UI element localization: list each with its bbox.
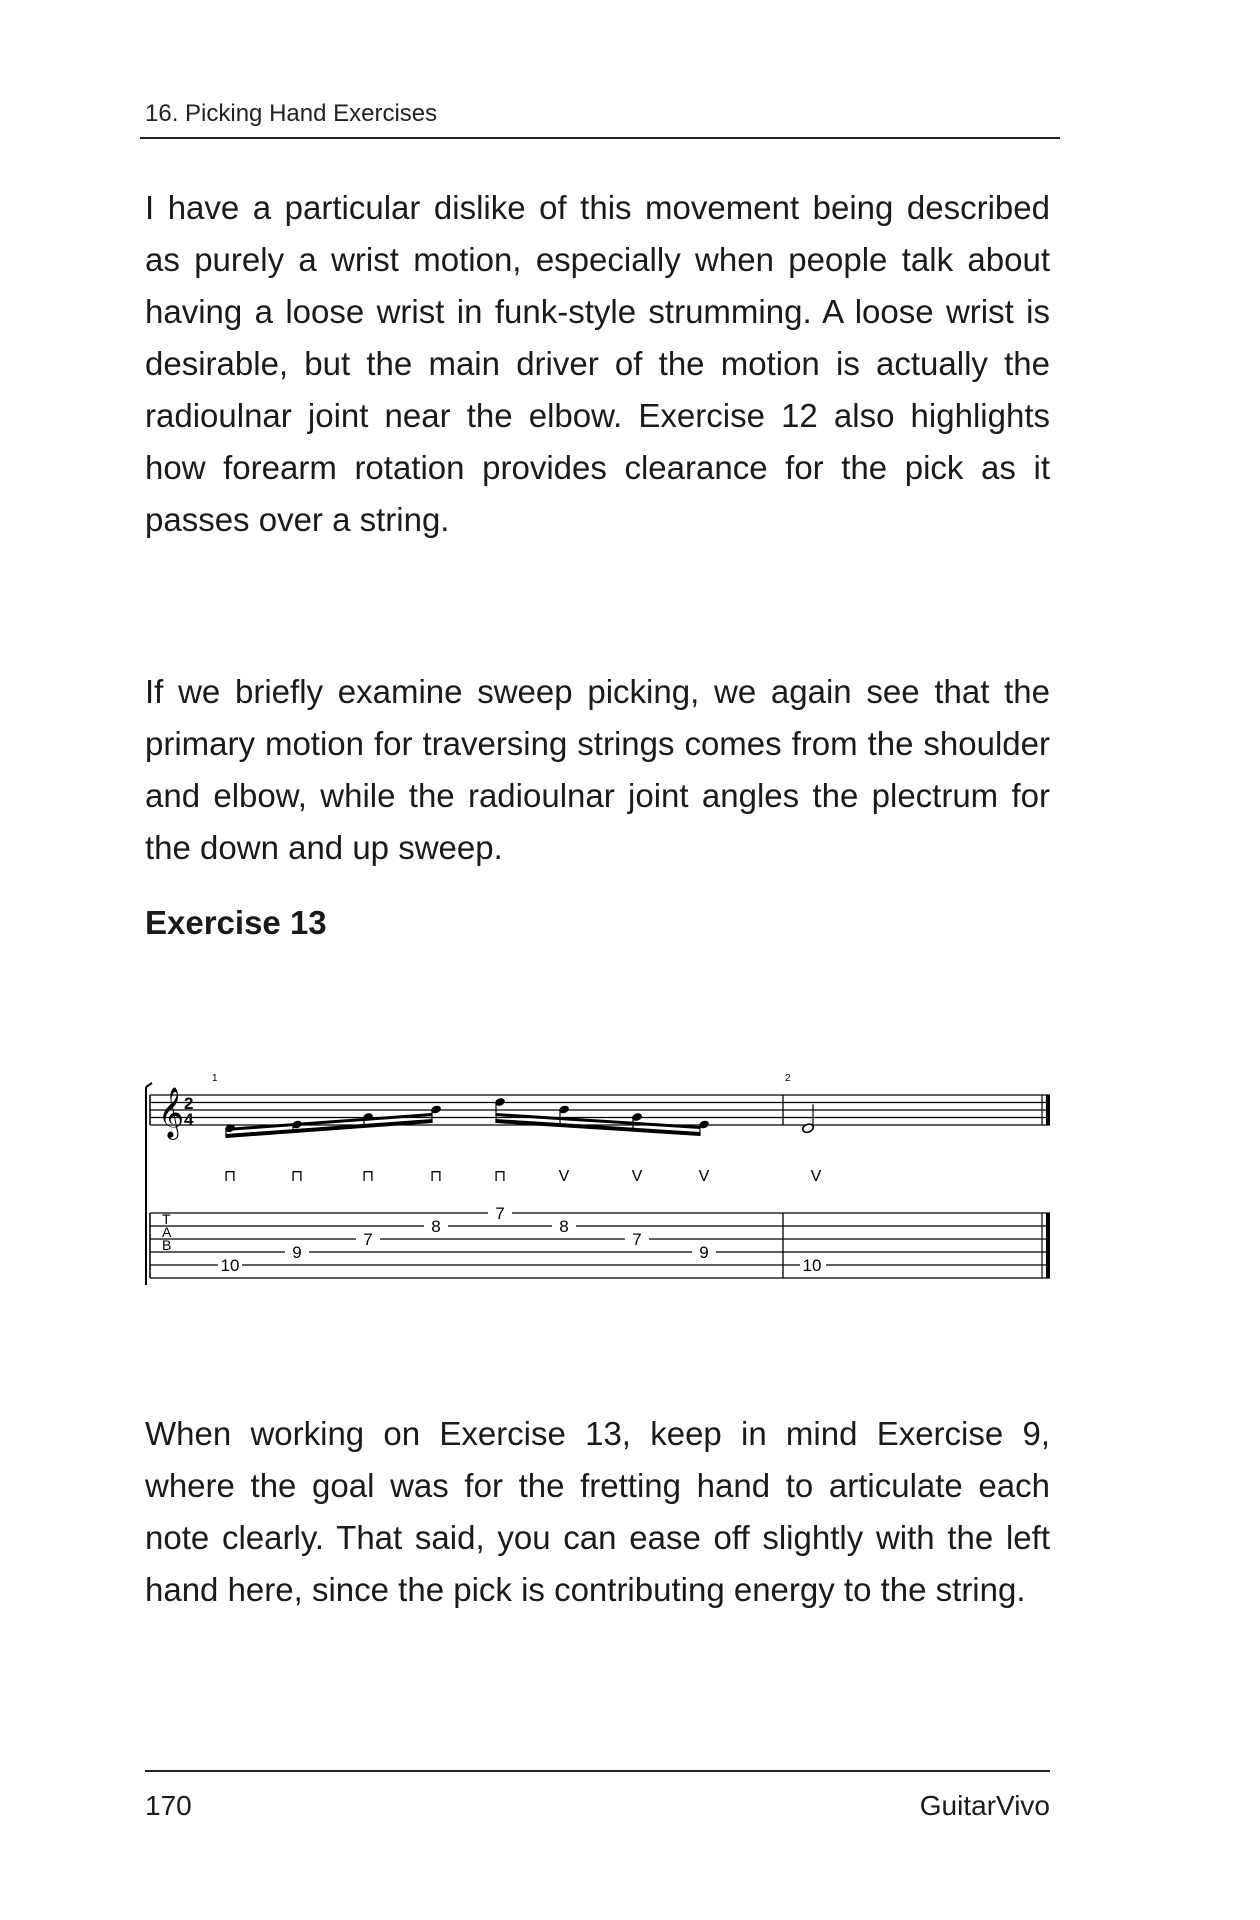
time-signature-bottom: 4: [184, 1110, 194, 1129]
fret-number: 7: [495, 1204, 505, 1223]
tab-clef-letter: A: [162, 1224, 172, 1240]
fret-number: 7: [363, 1230, 373, 1249]
running-head: 16. Picking Hand Exercises: [145, 100, 438, 127]
fret-number: 8: [431, 1217, 441, 1236]
music-notation: [140, 1065, 1060, 1285]
pick-stroke-up: V: [631, 1168, 643, 1185]
page-number: 170: [145, 1790, 192, 1821]
time-signature-top: 2: [184, 1094, 194, 1113]
paragraph-1: I have a particular dislike of this movement being described as purely a wrist motion, especially when people talk about having a loose wrist in funk-style strumming. A loose wrist is desirable, but the main driver of the motion is actually the radioulnar joint near the elbow. Exercise 12 also highlights how forearm rotation provides clearance for the pick as it passes over a string.: [145, 189, 1050, 538]
pick-stroke-down: ⊓: [290, 1168, 304, 1185]
exercise-title: Exercise 13: [145, 904, 327, 941]
measure-number: 2: [785, 1073, 791, 1084]
notation-figure: [140, 1065, 1060, 1285]
fret-number: 9: [292, 1243, 302, 1262]
fret-number: 8: [559, 1217, 569, 1236]
publisher-name: GuitarVivo: [919, 1790, 1050, 1821]
pick-stroke-up: V: [810, 1168, 822, 1185]
fret-number: 10: [802, 1256, 822, 1275]
footer-rule: [145, 1770, 1050, 1772]
tab-clef-letter: T: [162, 1211, 171, 1227]
fret-number: 7: [632, 1230, 642, 1249]
fret-number: 9: [699, 1243, 709, 1262]
measure-number: 1: [212, 1073, 218, 1084]
header-rule: [140, 137, 1060, 139]
pick-stroke-down: ⊓: [429, 1168, 443, 1185]
tab-clef-letter: B: [162, 1237, 172, 1253]
final-barline-thick: [1046, 1095, 1050, 1125]
pick-stroke-down: ⊓: [223, 1168, 237, 1185]
paragraph-3: When working on Exercise 13, keep in mind Exercise 9, where the goal was for the fretting hand to articulate each note clearly. That said, you can ease off slightly with the left hand here, since the pick is contributing energy to the string.: [145, 1415, 1050, 1608]
pick-stroke-up: V: [698, 1168, 710, 1185]
paragraph-2: If we briefly examine sweep picking, we again see that the primary motion for traversing strings comes from the shoulder and elbow, while the radioulnar joint angles the plectrum for the down and up sweep.: [145, 673, 1050, 866]
system-brace: [146, 1083, 152, 1285]
pick-stroke-down: ⊓: [361, 1168, 375, 1185]
final-tab-barline-thick: [1046, 1213, 1050, 1278]
pick-stroke-down: ⊓: [493, 1168, 507, 1185]
fret-number: 10: [220, 1256, 240, 1275]
treble-clef-icon: 𝄞: [158, 1088, 185, 1137]
pick-stroke-up: V: [558, 1168, 570, 1185]
